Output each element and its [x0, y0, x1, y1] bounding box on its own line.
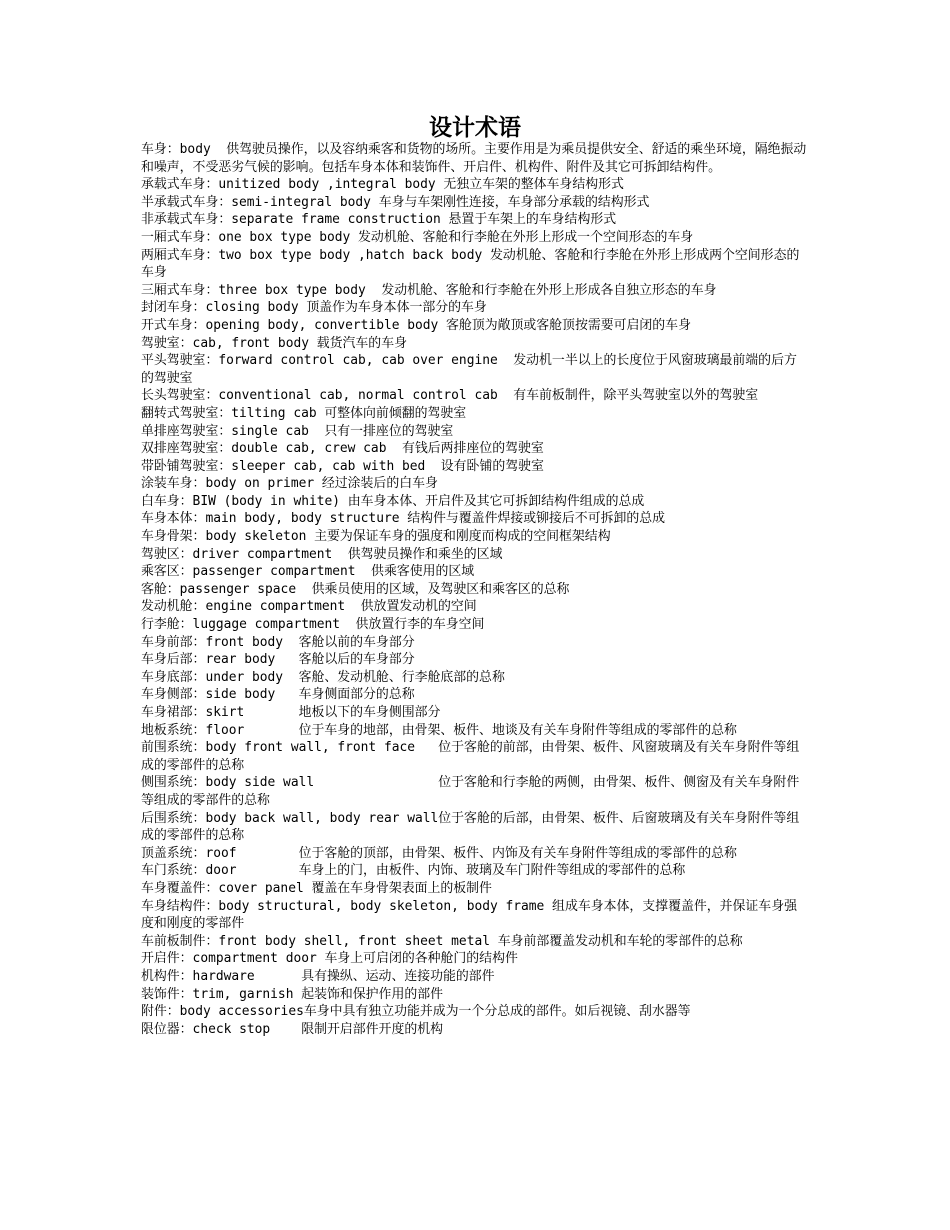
document-title: 设计术语 — [429, 114, 521, 141]
glossary-entry: 车身覆盖件：cover panel 覆盖在车身骨架表面上的板制件 — [141, 880, 492, 896]
glossary-entry: 涂装车身：body on primer 经过涂装后的白车身 — [141, 476, 438, 492]
glossary-entry: 开启件：compartment door 车身上可启闭的各种舱门的结构件 — [141, 951, 518, 967]
glossary-entry: 附件：body accessories车身中具有独立功能并成为一个分总成的部件。如后视镜、刮水器等 — [141, 1004, 691, 1020]
glossary-entry: 白车身：BIW (body in white) 由车身本体、开启件及其它可拆卸结构件组成的总成 — [141, 493, 645, 509]
glossary-entry: 单排座驾驶室：single cab 只有一排座位的驾驶室 — [141, 423, 454, 439]
glossary-entry: 双排座驾驶室：double cab, crew cab 有钱后两排座位的驾驶室 — [141, 441, 544, 457]
glossary-entry: 翻转式驾驶室：tilting cab 可整体向前倾翻的驾驶室 — [141, 405, 467, 421]
glossary-entry: 驾驶区：driver compartment 供驾驶员操作和乘坐的区域 — [141, 546, 503, 562]
glossary-entry: 前围系统：body front wall, front face 位于客舱的前部，由骨架、板件、风窗玻璃及有关车身附件等组成的零部件的总称 — [141, 740, 800, 773]
glossary-entry: 车身侧部：side body 车身侧面部分的总称 — [141, 687, 415, 703]
glossary-entry: 封闭车身：closing body 顶盖作为车身本体一部分的车身 — [141, 300, 487, 316]
glossary-entry: 带卧铺驾驶室：sleeper cab, cab with bed 设有卧铺的驾驶室 — [141, 458, 544, 474]
glossary-entry: 发动机舱：engine compartment 供放置发动机的空间 — [141, 599, 477, 615]
glossary-list — [141, 141, 809, 1038]
glossary-entry: 三厢式车身：three box type body 发动机舱、客舱和行李舱在外形上形成各自独立形态的车身 — [141, 282, 717, 298]
glossary-entry: 侧围系统：body side wall 位于客舱和行李舱的两侧，由骨架、板件、侧窗及有关车身附件等组成的零部件的总称 — [141, 775, 800, 808]
glossary-entry: 非承载式车身：separate frame construction 悬置于车架上的车身结构形式 — [141, 212, 617, 228]
glossary-entry: 车门系统：door 车身上的门，由板件、内饰、玻璃及车门附件等组成的零部件的总称 — [141, 863, 686, 879]
glossary-entry: 车身裙部：skirt 地板以下的车身侧围部分 — [141, 705, 441, 720]
glossary-entry: 顶盖系统：roof 位于客舱的顶部，由骨架、板件、内饰及有关车身附件等组成的零部件的总称 — [141, 845, 737, 861]
glossary-entry: 车身：body 供驾驶员操作，以及容纳乘客和货物的场所。主要作用是为乘员提供安全、舒适的乘坐环境，隔绝振动和噪声，不受恶劣气候的影响。包括车身本体和装饰件、开启件、机构件、附件及其它可拆卸结构件。 — [141, 142, 807, 175]
glossary-entry: 地板系统：floor 位于车身的地部，由骨架、板件、地谈及有关车身附件等组成的零部件的总称 — [141, 722, 737, 738]
glossary-entry: 承载式车身：unitized body ,integral body 无独立车架的整体车身结构形式 — [141, 177, 624, 193]
glossary-entry: 半承载式车身：semi-integral body 车身与车架刚性连接，车身部分承载的结构形式 — [141, 194, 650, 210]
glossary-entry: 装饰件：trim, garnish 起装饰和保护作用的部件 — [141, 986, 444, 1002]
glossary-entry: 车身结构件：body structural, body skeleton, body frame 组成车身本体，支撑覆盖件，并保证车身强度和刚度的零部件 — [141, 898, 797, 932]
glossary-entry: 车身底部：under body 客舱、发动机舱、行李舱底部的总称 — [141, 669, 505, 685]
glossary-entry: 客舱：passenger space 供乘员使用的区域，及驾驶区和乘客区的总称 — [141, 581, 570, 597]
glossary-entry: 驾驶室：cab, front body 载货汽车的车身 — [141, 335, 407, 351]
glossary-entry: 车身前部：front body 客舱以前的车身部分 — [141, 634, 415, 650]
glossary-entry: 两厢式车身：two box type body ,hatch back body 发动机舱、客舱和行李舱在外形上形成两个空间形态的车身 — [141, 247, 800, 281]
glossary-entry: 车身后部：rear body 客舱以后的车身部分 — [141, 652, 415, 668]
glossary-entry: 车身骨架：body skeleton 主要为保证车身的强度和刚度而构成的空间框架结构 — [141, 529, 611, 545]
glossary-entry: 乘客区：passenger compartment 供乘客使用的区域 — [141, 564, 475, 580]
glossary-entry: 开式车身：opening body, convertible body 客舱顶为敞顶或客舱顶按需要可启闭的车身 — [141, 317, 691, 333]
glossary-entry: 后围系统：body back wall, body rear wall位于客舱的后部，由骨架、板件、后窗玻璃及有关车身附件等组成的零部件的总称 — [141, 810, 800, 844]
glossary-entry: 平头驾驶室：forward control cab, cab over engine 发动机一半以上的长度位于风窗玻璃最前端的后方的驾驶室 — [141, 353, 797, 386]
glossary-entry: 机构件：hardware 具有操纵、运动、连接功能的部件 — [141, 968, 495, 984]
glossary-entry: 车前板制件：front body shell, front sheet metal 车身前部覆盖发动机和车轮的零部件的总称 — [141, 933, 743, 949]
glossary-entry: 长头驾驶室：conventional cab, normal control cab 有车前板制件，除平头驾驶室以外的驾驶室 — [141, 388, 759, 404]
glossary-entry: 一厢式车身：one box type body 发动机舱、客舱和行李舱在外形上形成一个空间形态的车身 — [141, 229, 694, 245]
glossary-entry: 限位器：check stop 限制开启部件开度的机构 — [141, 1021, 444, 1037]
glossary-entry: 行李舱：luggage compartment 供放置行李的车身空间 — [141, 617, 485, 633]
glossary-entry: 车身本体：main body, body structure 结构件与覆盖件焊接或铆接后不可拆卸的总成 — [141, 511, 666, 527]
